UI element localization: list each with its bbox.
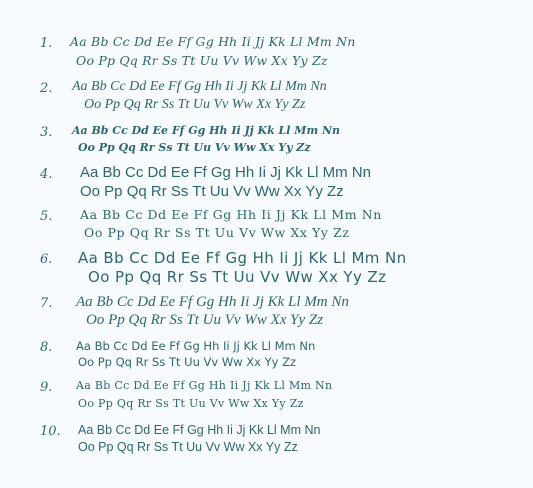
sample-line-lower: Oo Pp Qq Rr Ss Tt Uu Vv Ww Xx Yy Zz [84, 97, 306, 112]
sample-line-upper: Aa Bb Cc Dd Ee Ff Gg Hh Ii Jj Kk Ll Mm Nn [72, 124, 340, 137]
sample-number: 1. [40, 36, 53, 51]
sample-line-lower: Oo Pp Qq Rr Ss Tt Uu Vv Ww Xx Yy Zz [88, 268, 387, 286]
sample-number: 2. [40, 81, 53, 96]
sample-number: 9. [40, 380, 53, 395]
sample-line-lower: Oo Pp Qq Rr Ss Tt Uu Vv Ww Xx Yy Zz [76, 53, 328, 68]
sample-number: 7. [40, 296, 53, 311]
sample-line-upper: Aa Bb Cc Dd Ee Ff Gg Hh Ii Jj Kk Ll Mm Nn [80, 207, 382, 222]
sample-line-upper: Aa Bb Cc Dd Ee Ff Gg Hh Ii Jj Kk Ll Mm Nn [76, 339, 316, 353]
sample-line-upper: Aa Bb Cc Dd Ee Ff Gg Hh Ii Jj Kk Ll Mm Nn [78, 423, 321, 437]
sample-line-lower: Oo Pp Qq Rr Ss Tt Uu Vv Ww Xx Yy Zz [78, 141, 311, 154]
sample-number: 10. [40, 424, 61, 439]
sample-line-lower: Oo Pp Qq Rr Ss Tt Uu Vv Ww Xx Yy Zz [84, 225, 350, 240]
sample-number: 4. [40, 167, 53, 182]
sample-line-upper: Aa Bb Cc Dd Ee Ff Gg Hh Ii Jj Kk Ll Mm Nn [76, 294, 349, 310]
sample-line-upper: Aa Bb Cc Dd Ee Ff Gg Hh Ii Jj Kk Ll Mm Nn [70, 34, 356, 49]
sample-line-lower: Oo Pp Qq Rr Ss Tt Uu Vv Ww Xx Yy Zz [78, 355, 297, 369]
sample-line-lower: Oo Pp Qq Rr Ss Tt Uu Vv Ww Xx Yy Zz [78, 397, 304, 410]
sample-line-lower: Oo Pp Qq Rr Ss Tt Uu Vv Ww Xx Yy Zz [80, 183, 344, 200]
sample-line-upper: Aa Bb Cc Dd Ee Ff Gg Hh Ii Jj Kk Ll Mm Nn [80, 164, 371, 181]
sample-line-lower: Oo Pp Qq Rr Ss Tt Uu Vv Ww Xx Yy Zz [78, 440, 298, 454]
sample-number: 8. [40, 340, 53, 355]
sample-number: 3. [40, 125, 53, 140]
sample-number: 5. [40, 209, 53, 224]
sample-line-upper: Aa Bb Cc Dd Ee Ff Gg Hh Ii Jj Kk Ll Mm Nn [76, 379, 333, 392]
sample-line-upper: Aa Bb Cc Dd Ee Ff Gg Hh Ii Jj Kk Ll Mm Nn [78, 249, 407, 267]
sample-line-upper: Aa Bb Cc Dd Ee Ff Gg Hh Ii Jj Kk Ll Mm Nn [72, 79, 327, 94]
sample-line-lower: Oo Pp Qq Rr Ss Tt Uu Vv Ww Xx Yy Zz [86, 312, 324, 328]
sample-number: 6. [40, 252, 53, 267]
